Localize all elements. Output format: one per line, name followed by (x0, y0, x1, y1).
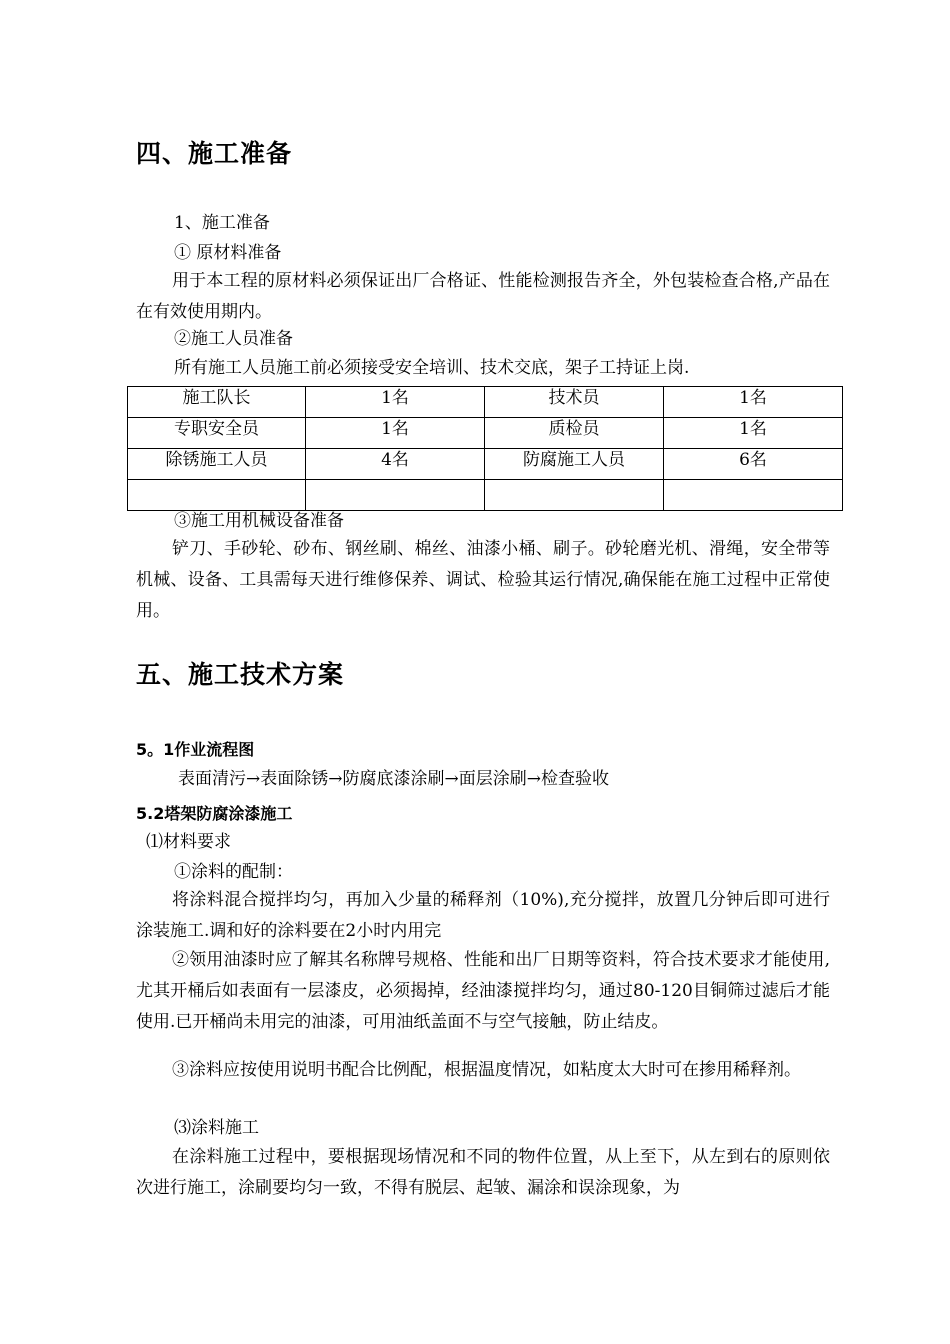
table-row (128, 418, 843, 449)
section-5-heading: 五、施工技术方案 (136, 660, 345, 689)
subsection-1-title: 1、施工准备 (174, 213, 270, 233)
table-cell (128, 480, 306, 511)
table-row (128, 480, 843, 511)
coating-preparation-title: ①涂料的配制： (174, 862, 293, 882)
table-cell (485, 480, 664, 511)
material-requirements-title: ⑴材料要求 (146, 832, 231, 852)
mix-ratio-paragraph: ③涂料应按使用说明书配合比例配，根据温度情况，如粘度太大时可在掺用稀释剂。 (172, 1060, 801, 1080)
table-cell (306, 480, 485, 511)
coating-application-paragraph: 在涂料施工过程中，要根据现场情况和不同的物件位置，从上至下，从左到右的原则依次进行施工，涂刷要均匀一致，不得有脱层、起皱、漏涂和误涂现象，为 (136, 1147, 830, 1198)
section-4-heading: 四、施工准备 (136, 139, 293, 168)
item-3-paragraph: 铲刀、手砂轮、砂布、钢丝刷、棉丝、油漆小桶、刷子。砂轮磨光机、滑绳，安全带等机械、设备、工具需每天进行维修保养、调试、检验其运行情况,确保能在施工过程中正常使用。 (136, 539, 830, 621)
staffing-table (127, 386, 843, 511)
item-2-paragraph: 所有施工人员施工前必须接受安全培训、技术交底，架子工持证上岗. (174, 358, 690, 378)
table-cell: 1名 (664, 387, 843, 418)
table-cell (664, 480, 843, 511)
item-1-paragraph: 用于本工程的原材料必须保证出厂合格证、性能检测报告齐全，外包装检查合格,产品在在有效使用期内。 (136, 271, 830, 322)
table-cell: 技术员 (485, 387, 664, 418)
table-cell: 施工队长 (128, 387, 306, 418)
table-cell: 专职安全员 (128, 418, 306, 449)
workflow-line: 表面清污→表面除锈→防腐底漆涂刷→面层涂刷→检查验收 (178, 769, 609, 789)
table-cell: 除锈施工人员 (128, 449, 306, 480)
section-5-2-heading: 5.2塔架防腐涂漆施工 (136, 804, 293, 823)
table-row (128, 449, 843, 480)
paint-requisition-paragraph: ②领用油漆时应了解其名称牌号规格、性能和出厂日期等资料，符合技术要求才能使用,尤其开桶后如表面有一层漆皮，必须揭掉，经油漆搅拌均匀，通过80-120目铜筛过滤后才能使用.已开桶尚未用完的油漆，可用油纸盖面不与空气接触，防止结皮。 (136, 950, 830, 1032)
table-cell: 质检员 (485, 418, 664, 449)
coating-application-title: ⑶涂料施工 (174, 1118, 259, 1138)
table-cell: 1名 (306, 418, 485, 449)
coating-preparation-paragraph: 将涂料混合搅拌均匀，再加入少量的稀释剂（10%),充分搅拌，放置几分钟后即可进行涂装施工.调和好的涂料要在2小时内用完 (136, 890, 830, 941)
item-3-title: ③施工用机械设备准备 (174, 511, 344, 531)
section-5-1-heading: 5。1作业流程图 (136, 740, 255, 759)
item-1-title: ① 原材料准备 (174, 243, 282, 263)
table-row (128, 387, 843, 418)
item-2-title: ②施工人员准备 (174, 329, 293, 349)
table-cell: 6名 (664, 449, 843, 480)
table-cell: 防腐施工人员 (485, 449, 664, 480)
table-cell: 1名 (664, 418, 843, 449)
table-cell: 1名 (306, 387, 485, 418)
table-cell: 4名 (306, 449, 485, 480)
